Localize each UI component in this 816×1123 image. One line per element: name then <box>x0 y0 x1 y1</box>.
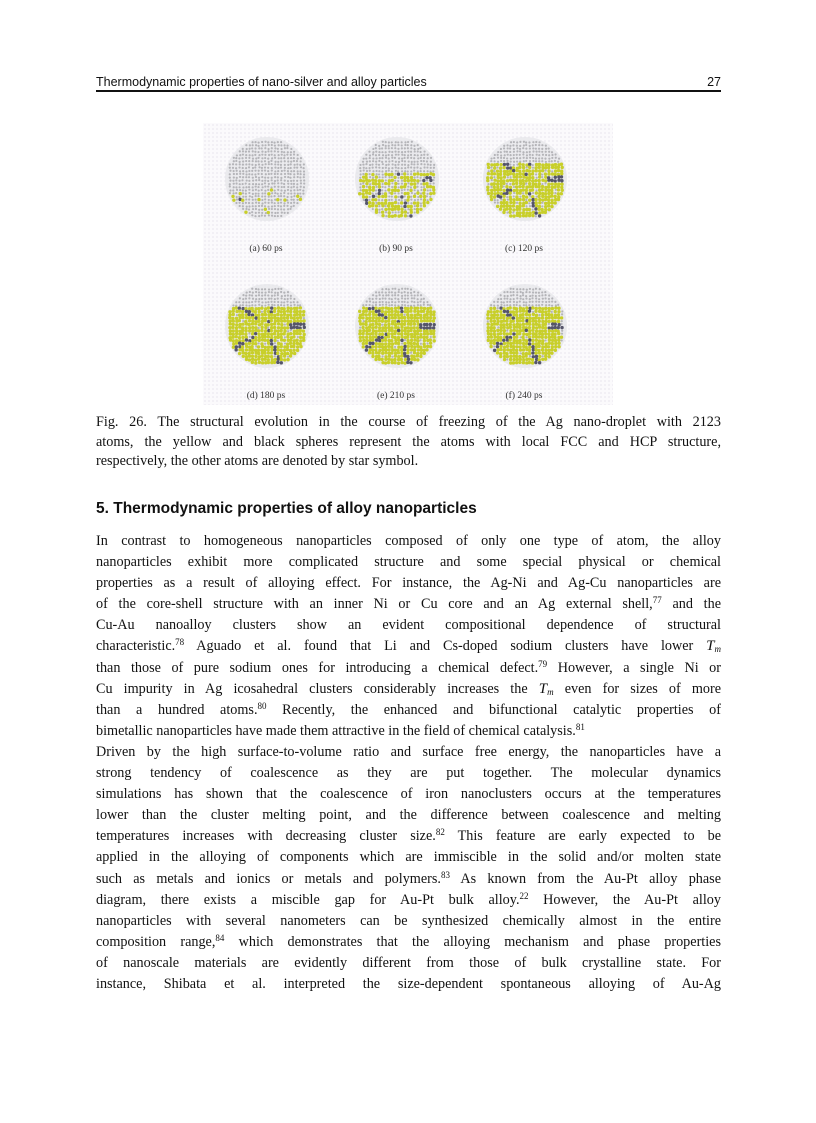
caption-line: respectively, the other atoms are denoted by star symbol. <box>96 453 419 469</box>
text-line: simulations has shown that the coalescence of iron nanoclusters occurs at the temperatures <box>96 786 721 803</box>
text-line: composition range,$^{84}$ which demonstrates that the alloying mechanism and phase properties <box>96 932 721 950</box>
text-line: such as metals and ionics or metals and polymers.$^{83}$ As known from the Au-Pt alloy phase <box>96 869 721 887</box>
running-title: Thermodynamic properties of nano-silver and alloy particles <box>96 75 427 89</box>
panel-label: (b) 90 ps <box>379 244 413 254</box>
panel-label: (c) 120 ps <box>505 244 543 254</box>
text-line: nanoparticles exhibit more complicated structure and some special physical or chemical <box>96 554 721 571</box>
citation-ref: 84 <box>215 932 225 943</box>
panel-label: (e) 210 ps <box>377 391 415 401</box>
nanocluster-image <box>351 129 443 227</box>
citation-ref: 82 <box>435 827 445 838</box>
citation-ref: 81 <box>575 721 585 732</box>
text-line: lower than the cluster melting point, and the difference between coalescence and melting <box>96 807 721 824</box>
body-text <box>96 531 721 995</box>
citation-ref: 78 <box>175 637 185 648</box>
math-symbol-tm: $T_m$ <box>538 680 554 697</box>
citation-ref: 83 <box>440 869 450 880</box>
citation-ref: 79 <box>538 658 548 669</box>
section-heading: 5. Thermodynamic properties of alloy nanoparticles <box>96 500 477 517</box>
page-number: 27 <box>707 75 721 89</box>
text-line: temperatures increases with decreasing cluster size.$^{82}$ This feature are early expected to be <box>96 827 722 845</box>
text-line: than those of pure sodium ones for introducing a chemical defect.$^{79}$ However, a single Ni or <box>96 658 722 676</box>
header-rule <box>96 90 721 92</box>
text-line: diagram, there exists a miscible gap for Au-Pt bulk alloy.$^{22}$ However, the Au-Pt alloy <box>96 890 721 908</box>
caption-line: atoms, the yellow and black spheres represent the atoms with local FCC and HCP structure, <box>96 433 721 450</box>
figure-panel <box>461 270 587 410</box>
text-line: Cu impurity in Ag icosahedral clusters considerably increases the $T_m$ even for sizes of more <box>96 680 722 697</box>
text-line: characteristic.$^{78}$ Aguado et al. found that Li and Cs-doped sodium clusters have lower $T_m$ <box>96 637 721 655</box>
figure-panel <box>333 270 459 410</box>
text-line: Cu-Au nanoalloy clusters show an evident compositional dependence of structural <box>96 617 721 634</box>
text-line: applied in the alloying of components which are immiscible in the solid and/or molten state <box>96 849 721 866</box>
text-line: of nanoscale materials are evidently different from those of bulk crystalline state. For <box>96 954 721 971</box>
nanocluster-image <box>479 129 571 227</box>
text-line: bimetallic nanoparticles have made them attractive in the field of chemical catalysis.$^{81}$ <box>96 721 585 739</box>
figure-panel <box>203 123 329 263</box>
nanocluster-image <box>479 276 571 374</box>
text-line: Driven by the high surface-to-volume ratio and surface free energy, the nanoparticles have a <box>96 743 721 760</box>
text-line: nanoparticles with several nanometers can be synthesized chemically almost in the entire <box>96 912 721 929</box>
nanocluster-image <box>351 276 443 374</box>
panel-label: (a) 60 ps <box>249 244 283 254</box>
figure-panel <box>203 270 329 410</box>
citation-ref: 77 <box>652 595 662 606</box>
citation-ref: 22 <box>519 890 529 901</box>
figure-caption <box>96 413 721 472</box>
text-line: than a hundred atoms.$^{80}$ Recently, the enhanced and bifunctional catalytic properties of <box>96 700 721 718</box>
text-line: of the core-shell structure with an inner Ni or Cu core and an Ag external shell,$^{77}$ and the <box>96 595 721 613</box>
text-line: instance, Shibata et al. interpreted the size-dependent spontaneous alloying of Au-Ag <box>96 975 721 992</box>
figure-26 <box>203 123 613 405</box>
panel-label: (d) 180 ps <box>246 391 286 401</box>
text-line: In contrast to homogeneous nanoparticles composed of only one type of atom, the alloy <box>96 533 721 549</box>
citation-ref: 80 <box>257 700 267 711</box>
panel-label: (f) 240 ps <box>505 391 543 401</box>
caption-line: Fig. 26. The structural evolution in the course of freezing of the Ag nano-droplet with 2123 <box>96 414 721 430</box>
text-line: strong tendency of coalescence as they are put together. The molecular dynamics <box>96 765 721 782</box>
figure-panel <box>461 123 587 263</box>
nanocluster-image <box>221 129 313 227</box>
text-line: properties as a result of alloying effect. For instance, the Ag-Ni and Ag-Cu nanoparticles are <box>96 575 721 592</box>
figure-panel <box>333 123 459 263</box>
math-symbol-tm: $T_m$ <box>706 638 721 655</box>
nanocluster-image <box>221 276 313 374</box>
running-header <box>96 72 721 89</box>
